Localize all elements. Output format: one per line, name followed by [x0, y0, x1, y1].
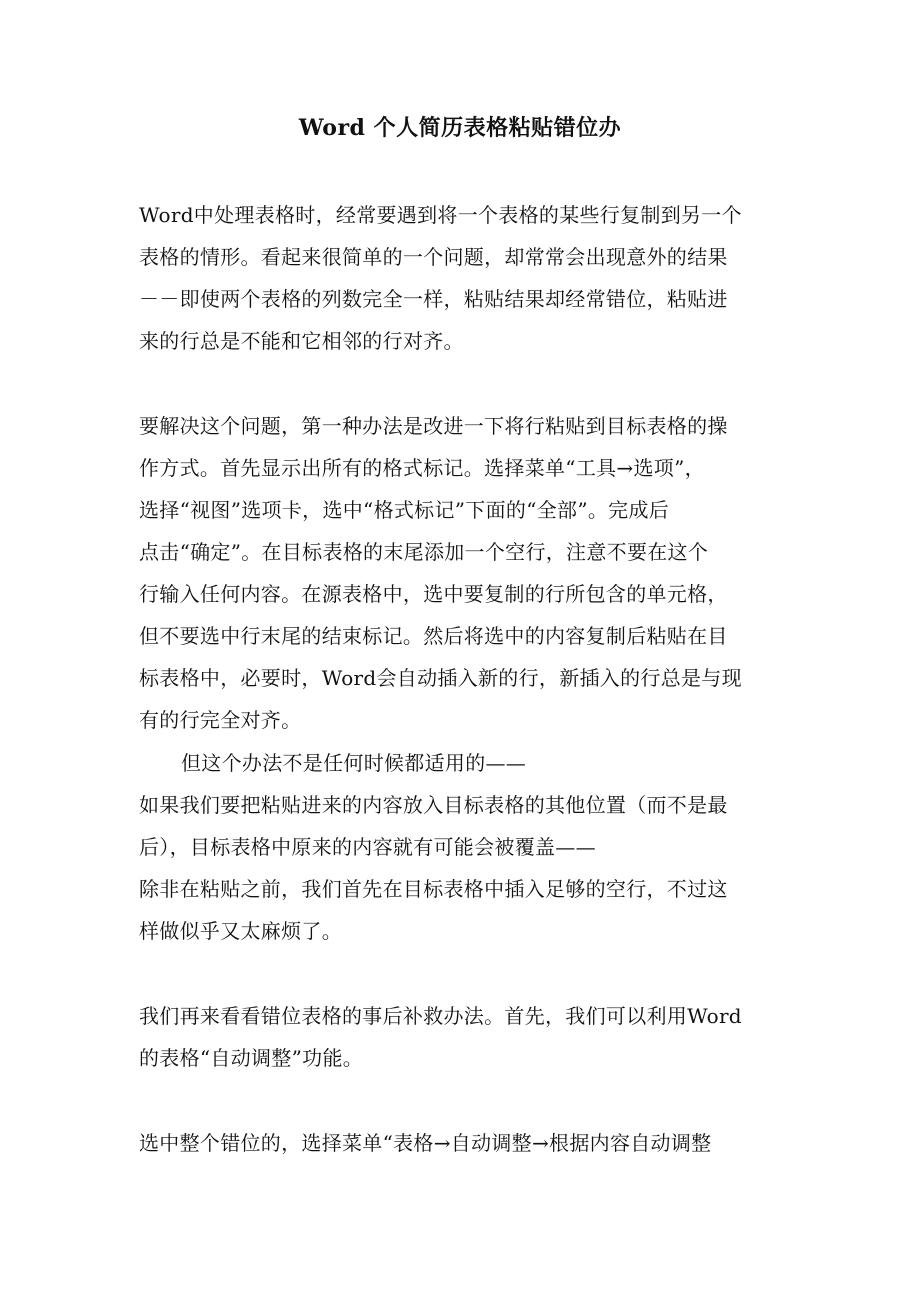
paragraph-line: 如果我们要把粘贴进来的内容放入目标表格的其他位置（而不是最 [139, 793, 728, 817]
paragraph-line-indented: 但这个办法不是任何时候都适用的—— [181, 751, 527, 775]
paragraph-line: 样做似乎又太麻烦了。 [139, 919, 342, 943]
paragraph-line: 的表格“自动调整”功能。 [139, 1046, 364, 1070]
paragraph-line: 除非在粘贴之前，我们首先在目标表格中插入足够的空行，不过这 [139, 877, 728, 901]
paragraph-line: 表格的情形。看起来很简单的一个问题，却常常会出现意外的结果 [139, 245, 728, 269]
paragraph-line: －－即使两个表格的列数完全一样，粘贴结果却经常错位，粘贴进 [139, 287, 728, 311]
paragraph-line: 来的行总是不能和它相邻的行对齐。 [139, 329, 464, 353]
paragraph-line: 选中整个错位的，选择菜单“表格→自动调整→根据内容自动调整 [139, 1131, 712, 1155]
paragraph-line: 有的行完全对齐。 [139, 708, 302, 732]
document-title: Word 个人简历表格粘贴错位办 [298, 115, 622, 141]
paragraph-line: 标表格中，必要时，Word会自动插入新的行，新插入的行总是与现 [139, 666, 742, 690]
paragraph-line: 我们再来看看错位表格的事后补救办法。首先，我们可以利用Word [139, 1004, 742, 1028]
paragraph-line: 选择“视图”选项卡，选中“格式标记”下面的“全部”。完成后 [139, 498, 670, 522]
paragraph-line: 后），目标表格中原来的内容就有可能会被覆盖—— [139, 835, 596, 859]
paragraph-line: 点击“确定”。在目标表格的末尾添加一个空行，注意不要在这个 [139, 540, 709, 564]
paragraph-line: 作方式。首先显示出所有的格式标记。选择菜单“工具→选项”， [139, 456, 705, 480]
paragraph-line: 但不要选中行末尾的结束标记。然后将选中的内容复制后粘贴在目 [139, 624, 728, 648]
paragraph-line: Word中处理表格时，经常要遇到将一个表格的某些行复制到另一个 [139, 203, 742, 227]
paragraph-line: 行输入任何内容。在源表格中，选中要复制的行所包含的单元格， [139, 582, 728, 606]
paragraph-line: 要解决这个问题，第一种办法是改进一下将行粘贴到目标表格的操 [139, 414, 728, 438]
